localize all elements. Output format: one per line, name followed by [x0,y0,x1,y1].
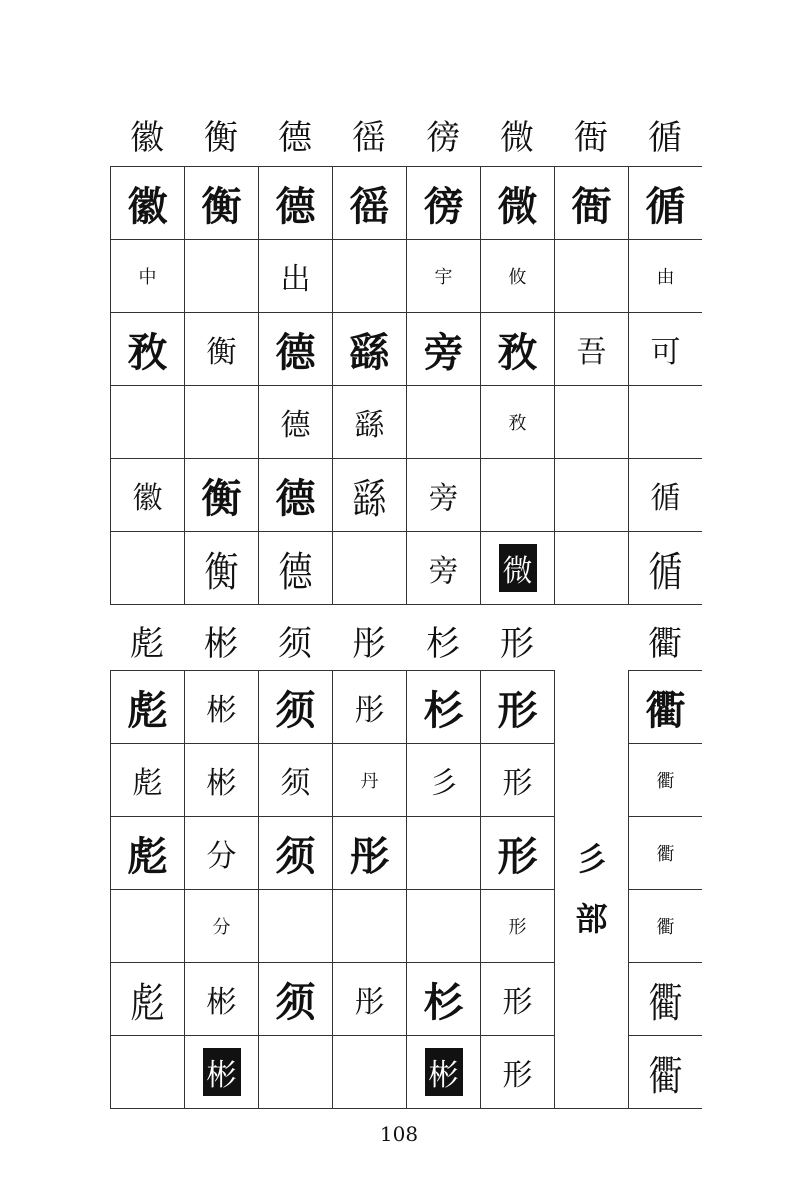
glyph: 形 [508,917,527,938]
glyph-cell [259,240,333,313]
seal-glyph: 微 [499,544,537,592]
glyph-cell [629,532,703,605]
glyph-cell [407,313,481,386]
glyph-cell [259,532,333,605]
block1-header-5: 徬 [426,118,460,158]
glyph: 须 [275,832,316,880]
glyph: 敄 [508,413,527,434]
glyph: 德 [280,408,311,443]
glyph-cell [481,1036,555,1109]
glyph-cell [259,386,333,459]
glyph-cell [629,313,703,386]
glyph-cell [407,240,481,313]
glyph: 衡 [204,548,239,597]
glyph: 循 [645,182,686,230]
block2-header-1: 彪 [130,624,164,664]
block1-header-6: 微 [500,118,534,158]
glyph: 循 [648,548,683,597]
glyph: 敄 [127,328,168,376]
glyph-cell [185,313,259,386]
glyph-cell [481,817,555,890]
table-row [111,532,703,605]
table-row [111,240,703,313]
glyph-cell [259,459,333,532]
glyph: 衢 [656,844,675,865]
glyph-cell [111,532,185,605]
glyph: 衢 [656,917,675,938]
glyph: 衙 [571,182,612,230]
glyph-cell [111,386,185,459]
block1-header-4: 徭 [352,118,386,158]
glyph-cell [185,671,259,744]
glyph-cell [185,963,259,1036]
glyph: 旁 [423,328,464,376]
glyph-cell [481,313,555,386]
block2-header-2: 彬 [204,624,238,664]
glyph: 衡 [201,182,242,230]
glyph: 彬 [206,693,237,728]
glyph: 须 [275,978,316,1026]
block1-grid [110,166,702,605]
glyph-cell [185,744,259,817]
glyph: 彪 [132,766,163,801]
glyph: 繇 [354,408,385,443]
glyph-cell [185,459,259,532]
glyph-cell [259,313,333,386]
glyph-cell [333,890,407,963]
glyph: 微 [497,182,538,230]
glyph: 须 [275,686,316,734]
glyph-cell [333,313,407,386]
glyph: 衢 [656,771,675,792]
glyph-cell [259,744,333,817]
block2-header-7 [554,616,628,672]
glyph-cell [481,671,555,744]
block1-header-3: 德 [278,118,312,158]
glyph: 德 [278,548,313,597]
glyph: 徽 [132,481,163,516]
block1-header-8: 循 [648,118,682,158]
table-row [111,167,703,240]
table-row [111,459,703,532]
glyph-cell [333,1036,407,1109]
glyph: 形 [502,985,533,1020]
glyph: 衢 [648,1052,683,1101]
glyph-cell [481,963,555,1036]
glyph: 衢 [645,686,686,734]
glyph: 彬 [206,766,237,801]
table-row [111,671,703,744]
glyph-cell [111,240,185,313]
glyph: 中 [138,267,157,288]
glyph: 徭 [349,182,390,230]
glyph-cell [555,240,629,313]
glyph-cell [555,386,629,459]
glyph: 分 [212,917,231,938]
glyph-cell [629,744,703,817]
glyph: 攸 [508,267,527,288]
glyph: 繇 [352,475,387,524]
glyph-cell [185,890,259,963]
glyph: 德 [275,182,316,230]
glyph: 须 [280,766,311,801]
glyph-cell [555,459,629,532]
glyph-cell [333,671,407,744]
block1-header-row [110,110,702,166]
block2-header-row [110,616,702,672]
glyph-cell [111,744,185,817]
table-row [111,386,703,459]
glyph: 出 [280,262,311,297]
glyph-cell [555,167,629,240]
glyph-cell [333,963,407,1036]
page-number: 108 [379,1122,419,1146]
glyph: 分 [206,839,237,874]
glyph-cell [629,890,703,963]
glyph-cell [333,167,407,240]
glyph: 衢 [648,979,683,1028]
glyph: 敄 [497,328,538,376]
glyph: 杉 [423,686,464,734]
glyph: 彬 [206,985,237,1020]
glyph-cell [185,1036,259,1109]
glyph: 丹 [360,771,379,792]
glyph-cell [629,817,703,890]
glyph-cell [629,167,703,240]
block2-header-8: 衢 [648,624,682,664]
glyph: 循 [650,481,681,516]
glyph-cell [407,671,481,744]
glyph-cell [111,671,185,744]
table-row [111,313,703,386]
glyph: 彪 [127,686,168,734]
glyph-cell [185,386,259,459]
block2-header-6: 形 [500,624,534,664]
glyph: 彤 [349,832,390,880]
block2-grid [110,670,702,1109]
glyph-cell [481,532,555,605]
glyph-cell [259,963,333,1036]
glyph: 形 [497,832,538,880]
glyph-cell [629,240,703,313]
glyph-cell [259,890,333,963]
glyph: 旁 [428,554,459,589]
glyph-cell [259,167,333,240]
glyph-cell [185,240,259,313]
glyph-cell [333,459,407,532]
glyph-cell [629,671,703,744]
glyph-cell [111,459,185,532]
glyph: 杉 [423,978,464,1026]
glyph-cell [333,240,407,313]
glyph-cell [481,890,555,963]
glyph-cell [333,817,407,890]
radical-note-cell [555,671,629,1109]
glyph-cell [111,1036,185,1109]
glyph: 繇 [349,328,390,376]
block2-header-3: 须 [278,624,312,664]
glyph-cell [555,532,629,605]
radical-label: 部 [575,900,608,939]
glyph: 彪 [127,832,168,880]
glyph: 衡 [206,335,237,370]
seal-glyph: 彬 [425,1048,463,1096]
radical-glyph: 彡 [575,840,608,879]
glyph-cell [111,817,185,890]
glyph-cell [481,167,555,240]
glyph-cell [481,240,555,313]
glyph: 彪 [130,979,165,1028]
block2-header-4: 彤 [352,624,386,664]
glyph-cell [111,890,185,963]
glyph-cell [629,386,703,459]
glyph-cell [111,963,185,1036]
glyph: 彤 [354,693,385,728]
glyph-cell [333,532,407,605]
glyph-cell [407,1036,481,1109]
glyph-cell [407,459,481,532]
glyph-cell [111,167,185,240]
glyph-cell [185,167,259,240]
block1-header-7: 衙 [574,118,608,158]
glyph: 旁 [428,481,459,516]
glyph-cell [407,532,481,605]
glyph: 形 [497,686,538,734]
glyph: 彤 [354,985,385,1020]
glyph-cell [333,744,407,817]
glyph: 彡 [428,766,459,801]
glyph-cell [481,386,555,459]
glyph-cell [629,1036,703,1109]
glyph-cell [407,386,481,459]
glyph-cell [259,817,333,890]
block1-header-2: 衡 [204,118,238,158]
glyph-cell [407,890,481,963]
glyph-cell [629,459,703,532]
glyph-cell [555,313,629,386]
glyph: 由 [656,267,675,288]
glyph: 德 [275,474,316,522]
block1-header-1: 徽 [130,118,164,158]
glyph: 宇 [434,267,453,288]
glyph-cell [629,963,703,1036]
glyph-cell [481,459,555,532]
glyph-cell [481,744,555,817]
glyph-cell [333,386,407,459]
glyph-cell [259,671,333,744]
glyph: 衡 [201,474,242,522]
glyph-cell [185,532,259,605]
glyph: 形 [502,1058,533,1093]
glyph: 形 [502,766,533,801]
glyph: 徽 [127,182,168,230]
glyph-cell [259,1036,333,1109]
block2-header-5: 杉 [426,624,460,664]
seal-glyph: 彬 [203,1048,241,1096]
glyph: 徬 [423,182,464,230]
glyph-cell [407,744,481,817]
glyph-cell [407,167,481,240]
glyph-cell [407,817,481,890]
glyph-cell [407,963,481,1036]
glyph: 德 [275,328,316,376]
glyph: 吾 [576,335,607,370]
glyph-cell [111,313,185,386]
glyph: 可 [650,335,681,370]
glyph-cell [185,817,259,890]
